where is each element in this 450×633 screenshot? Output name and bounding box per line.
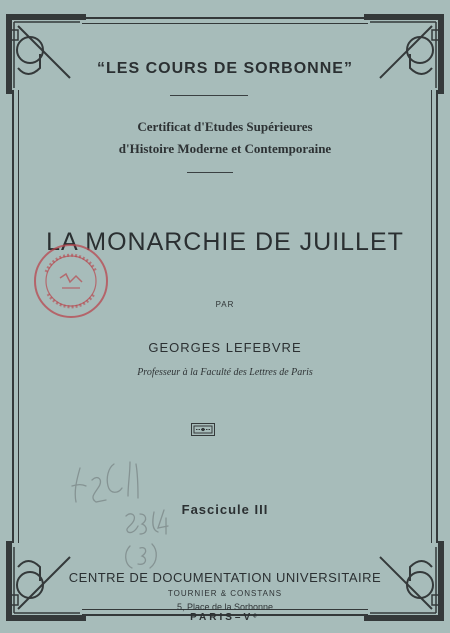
corner-top-right-monogram-icon	[358, 8, 450, 100]
author-name: GEORGES LEFEBVRE	[148, 340, 302, 355]
divider-rule	[170, 95, 248, 96]
certificate-line-2: d'Histoire Moderne et Contemporaine	[118, 141, 332, 156]
author-role: Professeur à la Faculté des Lettres de Paris	[137, 367, 313, 378]
fascicle-number: Fascicule III	[181, 502, 269, 517]
printer-ornament-icon	[191, 423, 215, 436]
publisher-name: CENTRE DE DOCUMENTATION UNIVERSITAIRE	[68, 570, 382, 585]
certificate-line-1: Certificat d'Etudes Supérieures	[137, 119, 313, 134]
series-title: “LES COURS DE SORBONNE”	[97, 60, 353, 77]
divider-rule	[187, 172, 233, 173]
publisher-city: PARIS–Vᵉ	[190, 612, 260, 623]
publisher-address: 5, Place de la Sorbonne	[176, 602, 274, 612]
by-label: PAR	[215, 300, 235, 309]
book-title: LA MONARCHIE DE JUILLET	[46, 228, 404, 256]
printer-name: TOURNIER & CONSTANS	[167, 589, 283, 598]
corner-top-left-monogram-icon	[0, 8, 92, 100]
frame-top-border	[82, 17, 368, 24]
handwritten-shelfmark-icon	[18, 460, 188, 575]
